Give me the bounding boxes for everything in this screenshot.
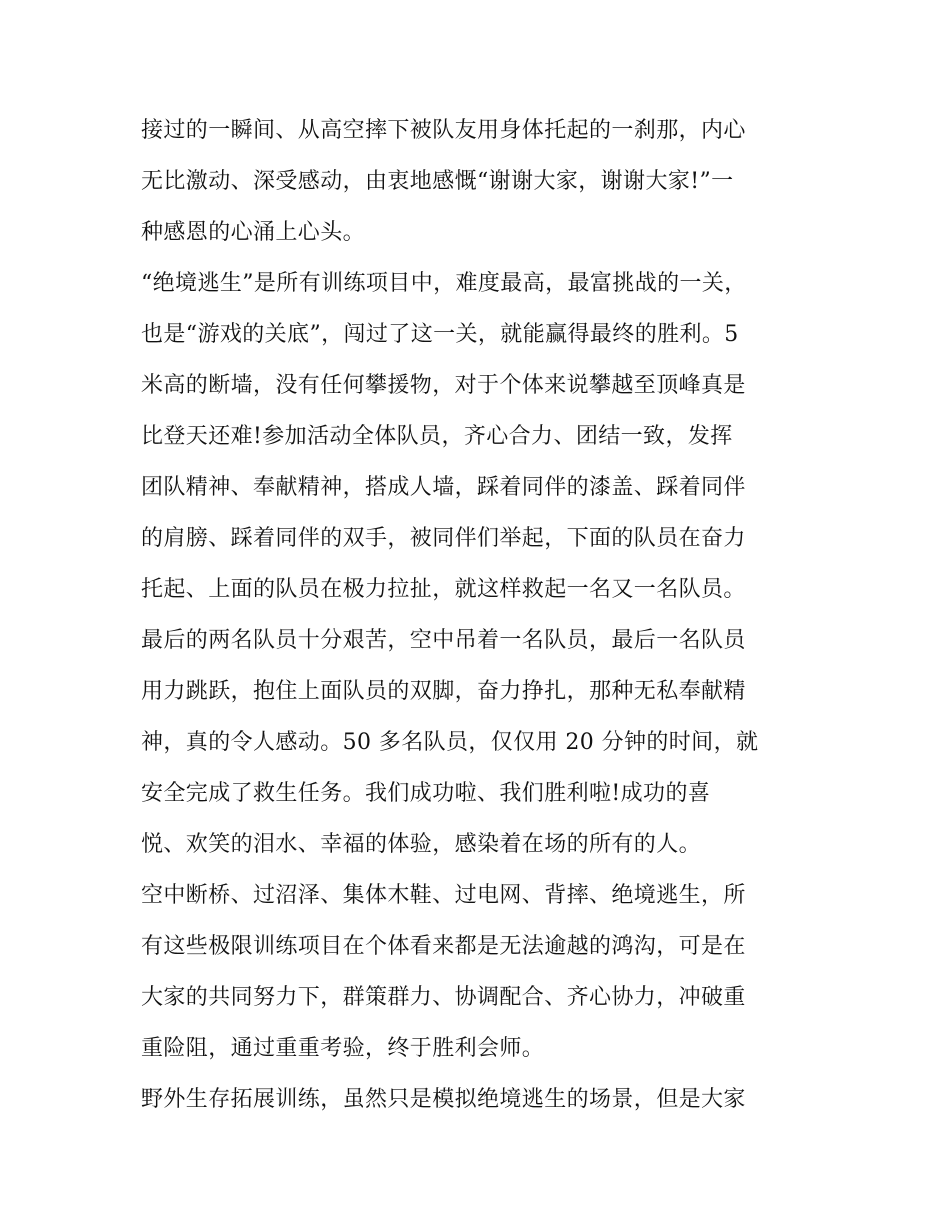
text-line: 也是“游戏的关底”，闯过了这一关，就能赢得最终的胜利。5 [141, 322, 739, 347]
text-line: 安全完成了救生任务。我们成功啦、我们胜利啦!成功的喜 [141, 781, 711, 806]
text-line: 大家的共同努力下，群策群力、协调配合、齐心协力，冲破重 [141, 985, 746, 1010]
text-line: 重险阻，通过重重考验，终于胜利会师。 [141, 1036, 545, 1061]
text-line: 神，真的令人感动。50 多名队员，仅仅用 20 分钟的时间，就 [141, 730, 759, 755]
text-line: 接过的一瞬间、从高空摔下被队友用身体托起的一刹那，内心 [141, 118, 746, 143]
text-line: 托起、上面的队员在极力拉扯，就这样救起一名又一名队员。 [141, 577, 746, 602]
text-line: 种感恩的心涌上心头。 [141, 220, 366, 245]
text-line: 的肩膀、踩着同伴的双手，被同伴们举起，下面的队员在奋力 [141, 526, 746, 551]
text-line: 野外生存拓展训练，虽然只是模拟绝境逃生的场景，但是大家 [141, 1087, 746, 1112]
text-line: 空中断桥、过沼泽、集体木鞋、过电网、背摔、绝境逃生，所 [141, 883, 746, 908]
text-line: 最后的两名队员十分艰苦，空中吊着一名队员，最后一名队员 [141, 628, 746, 653]
text-line: 有这些极限训练项目在个体看来都是无法逾越的鸿沟，可是在 [141, 934, 746, 959]
text-line: 无比激动、深受感动，由衷地感慨“谢谢大家，谢谢大家!”一 [141, 169, 734, 194]
text-line: 团队精神、奉献精神，搭成人墙，踩着同伴的漆盖、踩着同伴 [141, 475, 746, 500]
text-line: 悦、欢笑的泪水、幸福的体验，感染着在场的所有的人。 [141, 832, 702, 857]
text-line: “绝境逃生”是所有训练项目中，难度最高，最富挑战的一关， [141, 271, 747, 296]
body-text [141, 110, 821, 1130]
text-line: 用力跳跃，抱住上面队员的双脚，奋力挣扎，那种无私奉献精 [141, 679, 746, 704]
text-line: 米高的断墙，没有任何攀援物，对于个体来说攀越至顶峰真是 [141, 373, 746, 398]
text-line: 比登天还难!参加活动全体队员，齐心合力、团结一致，发挥 [141, 424, 733, 449]
